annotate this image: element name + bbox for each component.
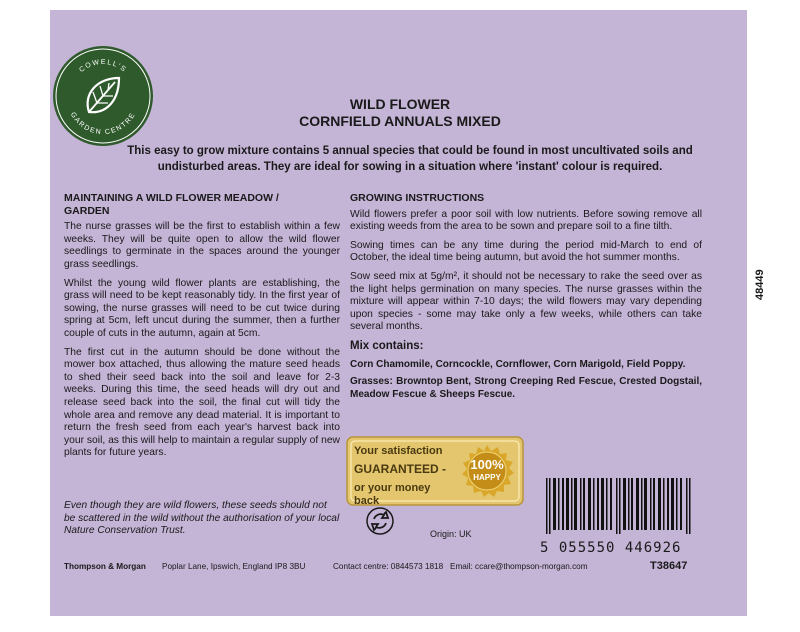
maintenance-heading-line2: GARDEN	[64, 204, 110, 217]
guarantee-line1: Your satisfaction	[354, 445, 443, 457]
happy-seal-icon	[460, 444, 514, 498]
maintenance-paragraph: Whilst the young wild flower plants are establishing, the grass will need to be kept reasonably tidy. In the first year of sowing, the nurse grasses will need to be cut twice during spring at 5cm, left uncut during the summer, then a further couple of cuts in the autumn, again at 5cm.	[64, 277, 340, 339]
growing-heading: GROWING INSTRUCTIONS	[350, 192, 485, 204]
product-title-line2: CORNFIELD ANNUALS MIXED	[299, 113, 501, 129]
product-code: T38647	[650, 560, 688, 572]
guarantee-line3: or your money back	[354, 482, 431, 507]
maintenance-section	[64, 192, 340, 466]
footer-contact: Contact centre: 0844573 1818	[333, 562, 444, 571]
maintenance-paragraph: The first cut in the autumn should be done without the mower box attached, thus allowing the mature seed heads to shed their seed back into the soil and leave for 2-3 weeks. During this time, the seed heads will dry out and release seed back into the soil, the final cut will tidy the whole area and remove any dead material. It is important to return the fresh seed from each year's harvest back into your soil, as this will help to maintain a regular supply of new plants for future years.	[64, 346, 340, 459]
growing-paragraph: Sowing times can be any time during the period mid-March to end of October, the ideal time being autumn, but avoid the hot summer months.	[350, 239, 702, 264]
footer-address: Poplar Lane, Ipswich, England IP8 3BU	[162, 562, 306, 571]
logo-top-text: COWELL'S	[78, 58, 128, 74]
logo-bottom-text: GARDEN CENTRE	[68, 111, 138, 137]
vertical-batch-code: 48449	[754, 269, 766, 300]
conservation-warning: Even though they are wild flowers, these seeds should not be scattered in the wild without the authorisation of your local Nature Conservation Trust.	[64, 500, 340, 537]
seal-top-text: 100%	[470, 457, 504, 472]
mix-heading: Mix contains:	[350, 339, 424, 352]
growing-paragraph: Wild flowers prefer a poor soil with low nutrients. Before sowing remove all existing weeds from the area to be sown and prepare soil to a fine tilth.	[350, 208, 702, 233]
barcode	[540, 478, 700, 534]
footer-brand: Thompson & Morgan	[64, 562, 146, 571]
intro-line2: undisturbed areas. They are ideal for sowing in a situation where 'instant' colour is required.	[157, 161, 663, 173]
product-title-line1: WILD FLOWER	[349, 96, 451, 112]
recycle-icon	[366, 507, 394, 535]
maintenance-heading	[64, 192, 340, 217]
mix-flowers: Corn Chamomile, Corncockle, Cornflower, Corn Marigold, Field Poppy.	[350, 358, 686, 370]
growing-paragraph: Sow seed mix at 5g/m², it should not be necessary to rake the seed over as the light helps germination on many species. The nurse grasses within the mixture will appear within 7-10 days; the wild flowers may vary depending upon species - some may take only a few weeks, while others can take several months.	[350, 270, 702, 333]
maintenance-heading-line1: MAINTAINING A WILD FLOWER MEADOW /	[64, 192, 279, 204]
seal-bottom-text: HAPPY	[473, 473, 501, 482]
svg-text:COWELL'S	[78, 59, 128, 74]
intro-line1: This easy to grow mixture contains 5 annual species that could be found in most uncultivated soils and	[127, 145, 693, 157]
product-intro	[80, 143, 740, 175]
barcode-digits: 5 055550 446926	[540, 540, 682, 556]
origin-label: Origin: UK	[430, 529, 472, 539]
maintenance-paragraph: The nurse grasses will be the first to establish within a few weeks. They will be quite open to allow the wild flower seedlings to germinate in the spaces around the younger grass seedlings.	[64, 221, 340, 270]
mix-grasses: Grasses: Browntop Bent, Strong Creeping Red Fescue, Crested Dogstail, Meadow Fescue & Sheeps Fescue.	[350, 376, 702, 400]
guarantee-line2: GUARANTEED -	[354, 462, 446, 476]
footer-email: Email: ccare@thompson-morgan.com	[450, 562, 588, 571]
growing-section	[350, 192, 702, 406]
